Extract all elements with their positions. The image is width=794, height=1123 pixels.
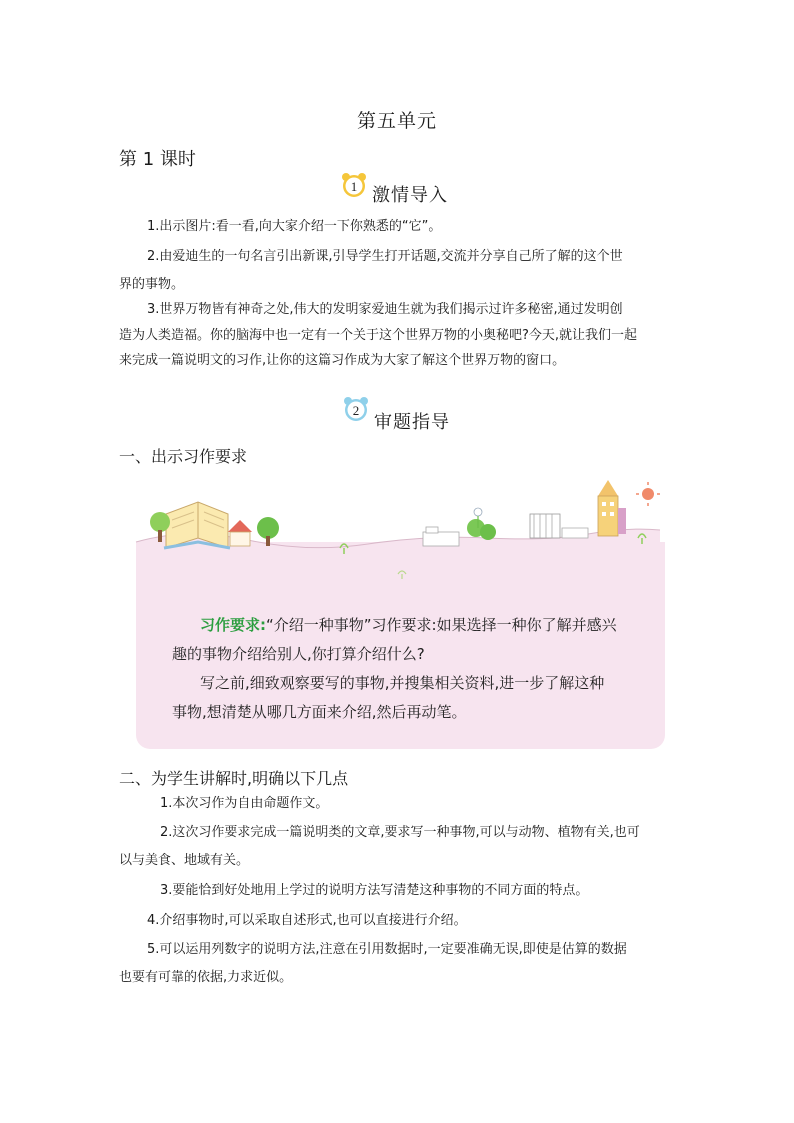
book-icon: [164, 502, 230, 548]
intro-paragraph-2-cont: 界的事物。: [119, 277, 185, 292]
house-icon: [228, 520, 252, 546]
pencil-tower-icon: [598, 480, 626, 536]
section-title-1: 激情导入: [372, 185, 448, 206]
requirement-line-1: [200, 614, 617, 635]
lesson-title: 第 1 课时: [119, 149, 196, 170]
heading-teaching-points: 二、为学生讲解时,明确以下几点: [119, 769, 349, 788]
section-number-2: 2: [352, 403, 360, 418]
point-2: 2.这次习作要求完成一篇说明类的文章,要求写一种事物,可以与动物、植物有关,也可: [160, 825, 640, 840]
intro-paragraph-3: 3.世界万物皆有神奇之处,伟大的发明家爱迪生就为我们揭示过许多秘密,通过发明创: [147, 302, 623, 317]
requirement-line-3: 写之前,细致观察要写的事物,并搜集相关资料,进一步了解这种: [200, 674, 605, 692]
intro-paragraph-3-cont2: 来完成一篇说明文的习作,让你的这篇习作成为大家了解这个世界万物的窗口。: [119, 353, 566, 368]
intro-paragraph-3-cont1: 造为人类造福。你的脑海中也一定有一个关于这个世界万物的小奥秘吧?今天,就让我们一起: [119, 328, 638, 343]
requirement-text-1: “介绍一种事物”习作要求:如果选择一种你了解并感兴: [266, 616, 617, 634]
point-5-cont: 也要有可靠的依据,力求近似。: [119, 970, 293, 985]
requirement-line-2: 趣的事物介绍给别人,你打算介绍什么?: [172, 645, 425, 663]
point-4: 4.介绍事物时,可以采取自述形式,也可以直接进行介绍。: [147, 913, 467, 928]
requirement-line-4: 事物,想清楚从哪几方面来介绍,然后再动笔。: [172, 703, 467, 721]
heading-requirements: 一、出示习作要求: [119, 447, 248, 466]
requirement-label: 习作要求:: [200, 616, 266, 634]
section-number-badge-1: [341, 172, 367, 198]
intro-paragraph-1: 1.出示图片:看一看,向大家介绍一下你熟悉的“它”。: [147, 219, 442, 234]
sun-icon: [636, 482, 660, 506]
point-1: 1.本次习作为自由命题作文。: [160, 796, 329, 811]
section-number-badge-2: [343, 396, 369, 422]
point-5: 5.可以运用列数字的说明方法,注意在引用数据时,一定要准确无误,即使是估算的数据: [147, 942, 627, 957]
point-3: 3.要能恰到好处地用上学过的说明方法写清楚这种事物的不同方面的特点。: [160, 883, 589, 898]
landscape-illustration: [128, 472, 668, 582]
section-number-1: 1: [350, 179, 358, 194]
unit-title: 第五单元: [356, 110, 437, 132]
section-title-2: 审题指导: [374, 412, 450, 433]
intro-paragraph-2: 2.由爱迪生的一句名言引出新课,引导学生打开话题,交流并分享自己所了解的这个世: [147, 249, 623, 264]
point-2-cont: 以与美食、地域有关。: [119, 853, 250, 868]
